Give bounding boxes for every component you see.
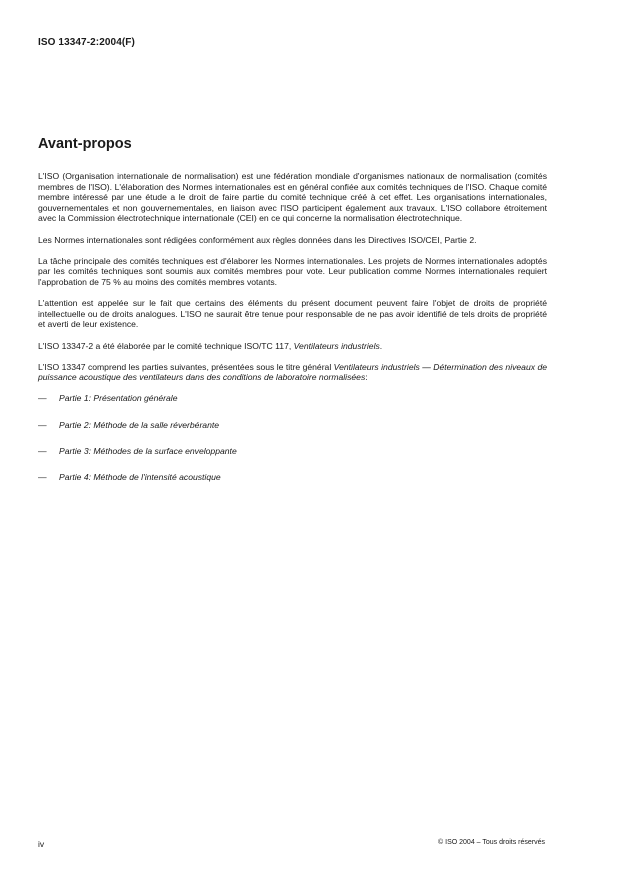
- committee-text: L'ISO 13347-2 a été élaborée par le comité technique ISO/TC 117,: [38, 340, 294, 351]
- dash-bullet-icon: —: [38, 419, 47, 430]
- paragraph-directives: Les Normes internationales sont rédigées conformément aux règles données dans les Directives ISO/CEI, Partie 2.: [38, 234, 477, 245]
- list-item: [38, 393, 547, 404]
- part-label: Partie 2: Méthode de la salle réverbérante: [59, 419, 220, 430]
- part-label: Partie 1: Présentation générale: [59, 393, 178, 404]
- committee-end: .: [379, 340, 383, 351]
- dash-bullet-icon: —: [38, 393, 47, 404]
- dash-bullet-icon: —: [38, 471, 47, 482]
- part-label: Partie 4: Méthode de l'intensité acoustique: [59, 471, 221, 482]
- list-item: [38, 420, 547, 431]
- part-label: Partie 3: Méthodes de la surface enveloppante: [59, 445, 237, 456]
- paragraph-patent-notice: L'attention est appelée sur le fait que certains des éléments du présent document peuvent faire l'objet de droits de propriété intellectuelle ou de droits analogues. L'ISO ne saurait être tenue pour responsable de ne pas avoir identifié de tels droits de propriété et averti de leur existence.: [38, 298, 547, 330]
- copyright-notice: © ISO 2004 – Tous droits réservés: [438, 839, 545, 846]
- parts-list: [38, 393, 547, 482]
- section-title: Avant-propos: [38, 136, 132, 152]
- paragraph-parts-intro: [38, 362, 547, 383]
- paragraph-iso-intro: L'ISO (Organisation internationale de normalisation) est une fédération mondiale d'organismes nationaux de normalisation (comités membres de l'ISO). L'élaboration des Normes internationales est en général confiée aux comités techniques de l'ISO. Chaque comité membre intéressé par une étude a le droit de faire partie du comité technique créé à cet effet. Les organisations internationales, gouvernementales et non gouvernementales, en liaison avec l'ISO participent également aux travaux. L'ISO collabore étroitement avec la Commission électrotechnique internationale (CEI) en ce qui concerne la normalisation électrotechnique.: [38, 171, 547, 224]
- dash-bullet-icon: —: [38, 445, 47, 456]
- parts-intro-end: :: [365, 372, 368, 383]
- foreword-body: [38, 171, 547, 498]
- page-number: iv: [38, 839, 45, 849]
- general-title: Ventilateurs industriels — Détermination des niveaux de puissance acoustique des ventilateurs dans des conditions de laboratoire normalisées: [38, 361, 548, 383]
- document-id-header: ISO 13347-2:2004(F): [38, 37, 135, 48]
- paragraph-main-task: La tâche principale des comités techniques est d'élaborer les Normes internationales. Les projets de Normes internationales adoptés par les comités techniques sont soumis aux comités membres pour vote. Leur publication comme Normes internationales requiert l'approbation de 75 % au moins des comités membres votants.: [38, 255, 547, 287]
- paragraph-committee: [38, 341, 547, 352]
- committee-title: Ventilateurs industriels: [293, 340, 380, 351]
- list-item: [38, 472, 547, 483]
- parts-intro-text: L'ISO 13347 comprend les parties suivantes, présentées sous le titre général: [38, 361, 334, 372]
- list-item: [38, 446, 547, 457]
